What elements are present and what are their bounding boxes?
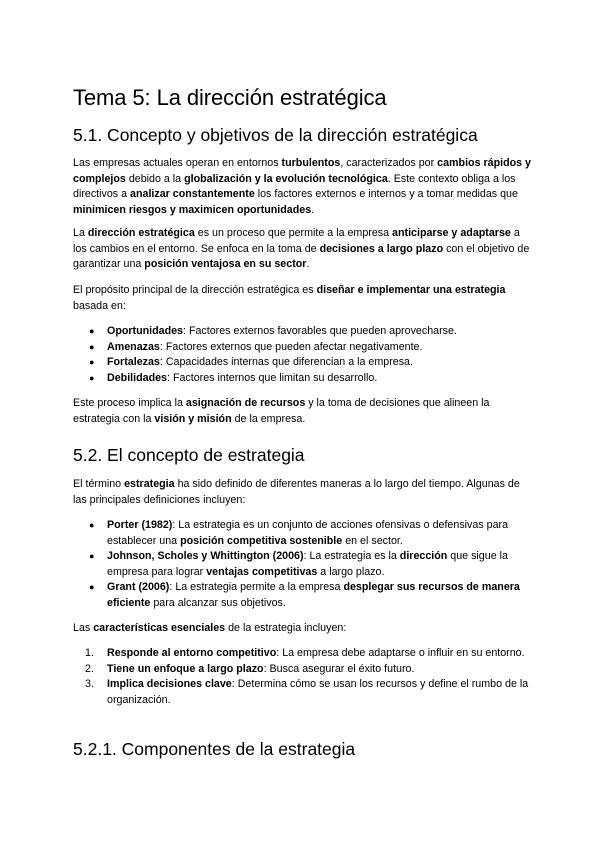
text-run: es un proceso que permite a la empresa — [194, 227, 393, 239]
text-run: : La estrategia permite a la empresa — [169, 581, 344, 593]
text-run: : La empresa debe adaptarse o influir en su entorno. — [276, 647, 525, 659]
text-run: . Este contexto obliga a los directivos a — [73, 172, 516, 200]
list-item — [73, 340, 533, 356]
paragraph-caracteristicas — [73, 621, 533, 637]
text-run: La — [73, 227, 88, 239]
definitions-list — [73, 518, 533, 611]
bold-text: Amenazas — [107, 340, 160, 353]
text-run: para alcanzar sus objetivos. — [150, 596, 286, 609]
bold-text: anticiparse y adaptarse — [392, 227, 511, 239]
list-number: 1. — [85, 647, 94, 659]
bullet-icon: ● — [89, 357, 95, 367]
list-number: 3. — [85, 678, 94, 690]
bold-text: turbulentos — [281, 157, 341, 169]
text-run: que sigue la empresa para lograr — [107, 550, 508, 578]
text-run: y la toma de decisiones que alineen la estrategia con la — [73, 397, 490, 425]
list-item — [73, 518, 533, 549]
section-heading-5-2: 5.2. El concepto de estrategia — [73, 445, 305, 465]
text-run: debido a la — [125, 172, 185, 185]
bold-text: cambios rápidos y complejos — [73, 157, 532, 185]
bold-text: posición ventajosa en su sector — [144, 258, 307, 270]
text-run: de la estrategia incluyen: — [225, 622, 347, 634]
bullet-icon: ● — [89, 520, 95, 530]
text-run: de la empresa. — [231, 412, 306, 425]
text-run: Las — [73, 622, 94, 634]
list-item — [73, 646, 533, 662]
text-run: . — [306, 258, 310, 270]
text-run: . — [311, 203, 315, 216]
text-run: : Factores externos favorables que pueden aprovecharse. — [183, 325, 457, 337]
text-run: ha sido definido de diferentes maneras a lo largo del tiempo. Algunas de las principales definiciones incluyen: — [73, 478, 520, 506]
bold-text: características esenciales — [93, 622, 226, 634]
text-run: Este proceso implica la — [73, 397, 186, 409]
bullet-icon: ● — [89, 326, 95, 336]
section-heading-5-1: 5.1. Concepto y objetivos de la dirección estratégica — [73, 125, 478, 145]
page-title: Tema 5: La dirección estratégica — [73, 85, 387, 110]
bold-text: diseñar e implementar una estrategia — [316, 284, 506, 296]
bold-text: Implica decisiones clave — [107, 678, 232, 690]
list-item — [73, 371, 533, 387]
paragraph-asignacion-recursos — [73, 396, 533, 427]
text-run: con el objetivo de garantizar una — [73, 242, 530, 270]
list-item — [73, 677, 533, 708]
bold-text: Fortalezas — [107, 356, 160, 368]
bold-text: Porter (1982) — [107, 519, 173, 531]
text-run: en el sector. — [342, 534, 403, 547]
bold-text: Tiene un enfoque a largo plazo — [107, 662, 264, 675]
characteristics-list — [73, 646, 533, 708]
list-item — [73, 549, 533, 580]
list-item — [73, 662, 533, 678]
paragraph-direccion-estrategica — [73, 226, 533, 273]
paragraph-proposito — [73, 283, 533, 314]
text-run: : La estrategia es la — [303, 550, 400, 562]
text-run: El término — [73, 478, 125, 490]
bold-text: analizar constantemente — [130, 188, 255, 200]
text-run: Las empresas actuales operan en entornos — [73, 157, 282, 169]
bold-text: Grant (2006) — [107, 581, 170, 593]
text-run: : La estrategia es un conjunto de acciones ofensivas o defensivas para establecer una — [107, 519, 509, 547]
bold-text: asignación de recursos — [185, 397, 306, 409]
swot-list — [73, 324, 533, 386]
bold-text: posición competitiva sostenible — [180, 534, 343, 547]
bullet-icon: ● — [89, 582, 95, 592]
section-heading-5-2-1: 5.2.1. Componentes de la estrategia — [73, 739, 356, 759]
text-run: : Factores internos que limitan su desarrollo. — [167, 371, 378, 384]
list-item — [73, 355, 533, 371]
bold-text: globalización y la evolución tecnológica — [184, 172, 388, 185]
text-run: basada en: — [73, 299, 126, 312]
text-run: : Factores externos que pueden afectar negativamente. — [159, 340, 423, 353]
text-run: : Determina cómo se usan los recursos y define el rumbo de la organización. — [107, 678, 529, 706]
bullet-icon: ● — [89, 551, 95, 561]
bold-text: visión y misión — [154, 412, 232, 425]
text-run: : Capacidades internas que diferencian a la empresa. — [159, 356, 413, 368]
bold-text: dirección — [399, 550, 448, 562]
bold-text: ventajas competitivas — [206, 565, 318, 578]
text-run: El propósito principal de la dirección estratégica es — [73, 284, 317, 296]
text-run: a largo plazo. — [317, 565, 385, 578]
bold-text: dirección estratégica — [87, 227, 195, 239]
list-item — [73, 324, 533, 340]
bold-text: estrategia — [124, 478, 175, 490]
text-run: a los cambios en el entorno. Se enfoca en la toma de — [73, 227, 520, 255]
list-number: 2. — [85, 662, 94, 675]
bold-text: Johnson, Scholes y Whittington (2006) — [107, 550, 304, 562]
text-run: los factores externos e internos y a tomar medidas que — [254, 188, 518, 200]
text-run: : Busca asegurar el éxito futuro. — [263, 662, 415, 675]
bold-text: desplegar sus recursos de manera eficiente — [107, 581, 520, 609]
bullet-icon: ● — [89, 341, 95, 352]
paragraph-termino-estrategia — [73, 477, 533, 508]
list-item — [73, 580, 533, 611]
paragraph-entornos — [73, 156, 533, 218]
bold-text: Debilidades — [107, 371, 167, 384]
text-run: , caracterizados por — [340, 157, 438, 169]
bold-text: decisiones a largo plazo — [319, 242, 444, 255]
bold-text: minimicen riesgos y maximicen oportunidades — [73, 203, 312, 216]
bullet-icon: ● — [89, 372, 95, 383]
bold-text: Oportunidades — [107, 325, 184, 337]
bold-text: Responde al entorno competitivo — [107, 647, 277, 659]
